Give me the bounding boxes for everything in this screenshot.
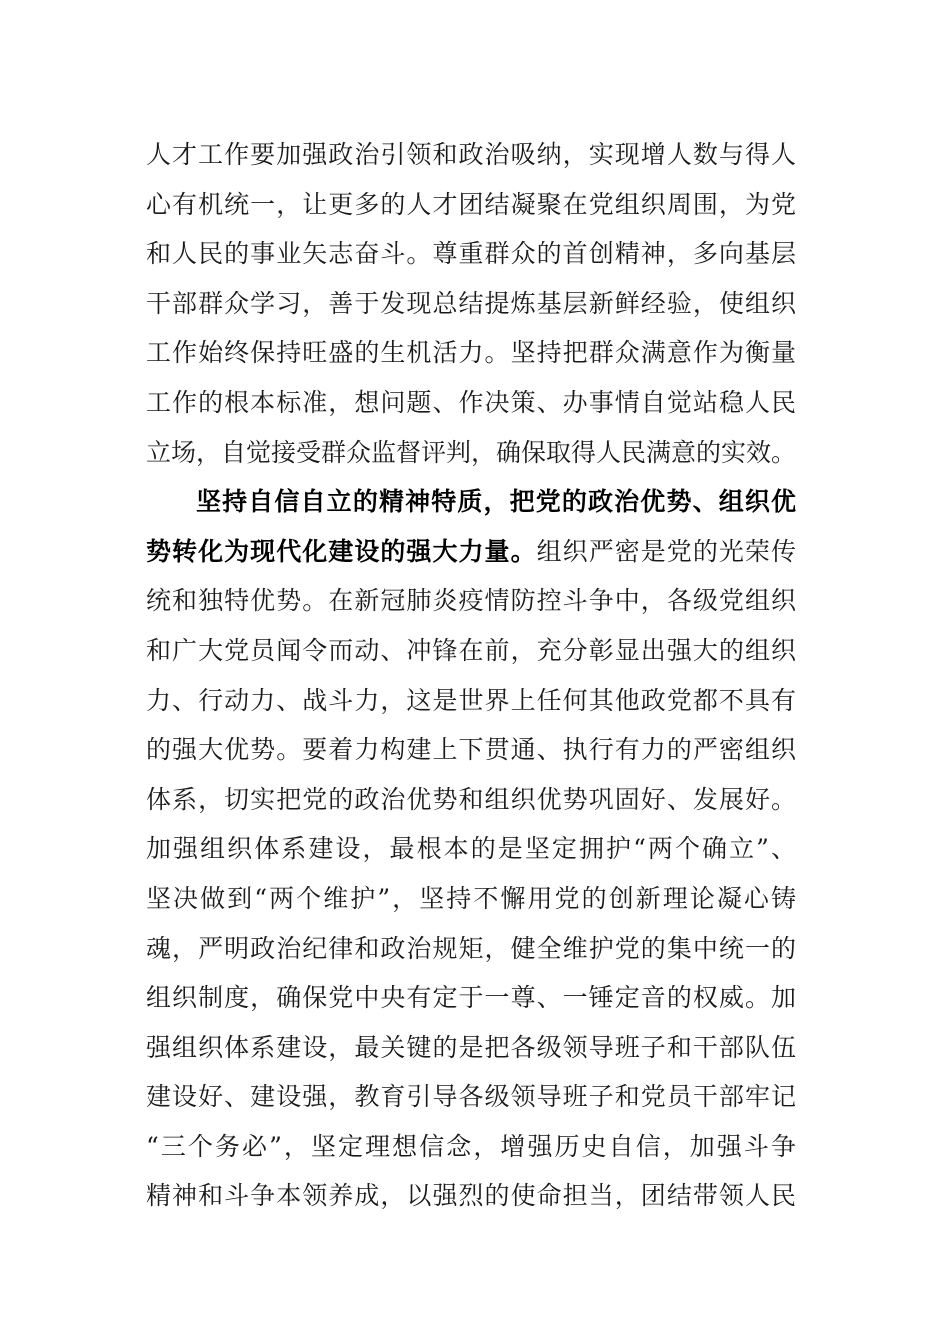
text-line: 魂，严明政治纪律和政治规矩，健全维护党的集中统一的: [146, 933, 796, 963]
text-line: 体系，切实把党的政治优势和组织优势巩固好、发展好。: [146, 784, 796, 814]
text-line: 和广大党员闻令而动、冲锋在前，充分彰显出强大的组织: [146, 635, 796, 665]
text-line: 力、行动力、战斗力，这是世界上任何其他政党都不具有: [146, 685, 796, 715]
section-heading: 势转化为现代化建设的强大力量。: [146, 536, 537, 566]
text-line: 加强组织体系建设，最根本的是坚定拥护“两个确立”、: [146, 834, 796, 864]
text-line: 坚决做到“两个维护”，坚持不懈用党的创新理论凝心铸: [146, 883, 796, 913]
text-line: “三个务必”，坚定理想信念，增强历史自信，加强斗争: [146, 1131, 796, 1161]
section-heading: 坚持自信自立的精神特质，把党的政治优势、组织优: [196, 487, 796, 517]
text-line: 立场，自觉接受群众监督评判，确保取得人民满意的实效。: [146, 437, 797, 467]
text-line: 统和独特优势。在新冠肺炎疫情防控斗争中，各级党组织: [146, 586, 796, 616]
heading-line: 势转化为现代化建设的强大力量。组织严密是党的光荣传: [146, 536, 796, 566]
text-line: 精神和斗争本领养成，以强烈的使命担当，团结带领人民: [146, 1181, 796, 1211]
text-line: 的强大优势。要着力构建上下贯通、执行有力的严密组织: [146, 735, 796, 765]
text-line: 人才工作要加强政治引领和政治吸纳，实现增人数与得人: [146, 140, 796, 169]
text-line: 建设好、建设强，教育引导各级领导班子和党员干部牢记: [146, 1082, 796, 1112]
text-line: 强组织体系建设，最关键的是把各级领导班子和干部队伍: [146, 1032, 796, 1062]
heading-line: [146, 477, 796, 527]
text-line: 工作的根本标准，想问题、作决策、办事情自觉站稳人民: [146, 387, 796, 417]
body-text: [146, 130, 796, 1221]
text-line: 和人民的事业矢志奋斗。尊重群众的首创精神，多向基层: [146, 239, 796, 269]
text-line: 组织制度，确保党中央有定于一尊、一锤定音的权威。加: [146, 983, 796, 1013]
text-line: 干部群众学习，善于发现总结提炼基层新鲜经验，使组织: [146, 288, 796, 318]
text-line: 心有机统一，让更多的人才团结凝聚在党组织周围，为党: [146, 189, 796, 219]
text-line: 工作始终保持旺盛的生机活力。坚持把群众满意作为衡量: [146, 338, 796, 368]
